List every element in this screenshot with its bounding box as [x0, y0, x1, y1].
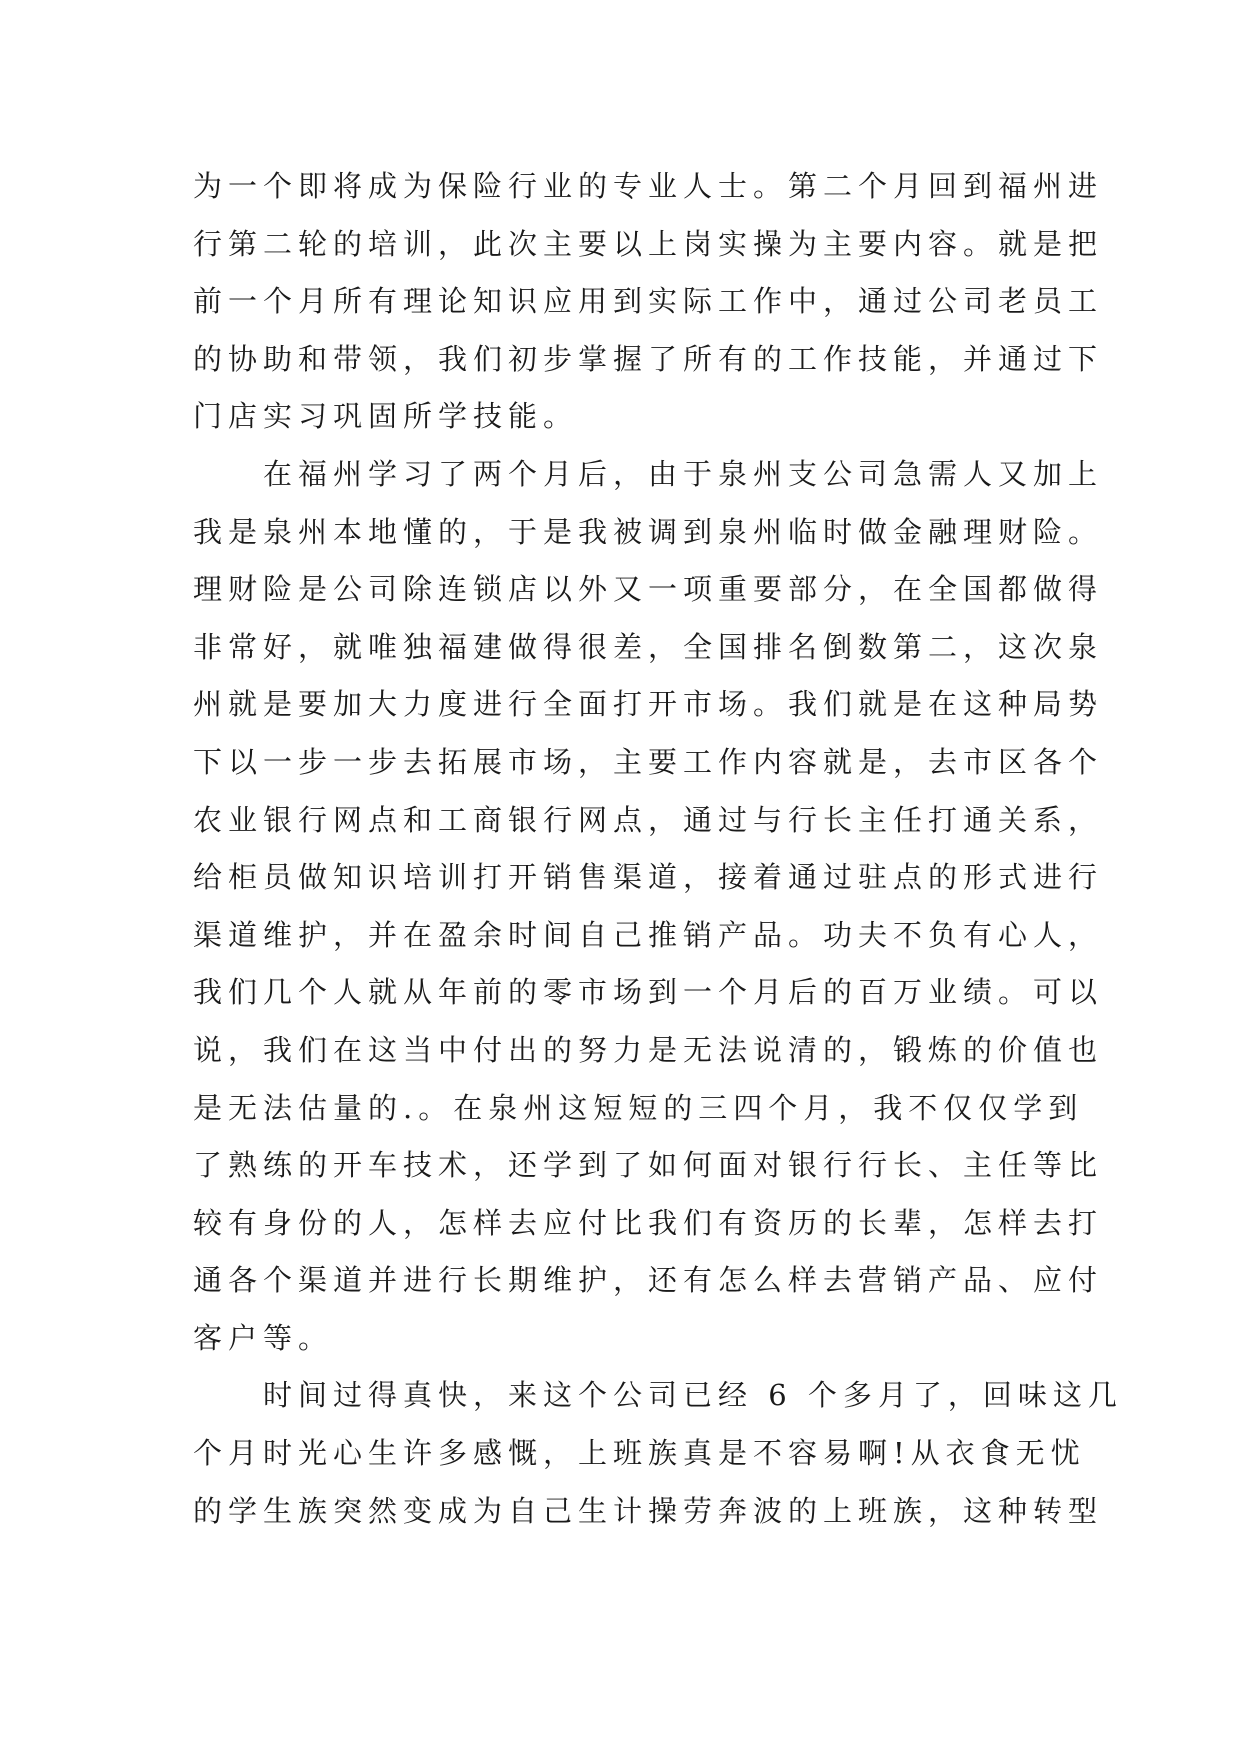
text-line: 我们几个人就从年前的零市场到一个月后的百万业绩。可以	[193, 975, 1104, 1010]
text-line: 了熟练的开车技术，还学到了如何面对银行行长、主任等比	[193, 1148, 1104, 1183]
text-line: 是无法估量的.。在泉州这短短的三四个月，我不仅仅学到	[193, 1090, 1084, 1125]
text-line: 农业银行网点和工商银行网点，通过与行长主任打通关系，	[193, 802, 1104, 837]
text-line: 前一个月所有理论知识应用到实际工作中，通过公司老员工	[193, 284, 1104, 319]
text-line: 在福州学习了两个月后，由于泉州支公司急需人又加上	[263, 456, 1104, 491]
text-line: 说，我们在这当中付出的努力是无法说清的，锻炼的价值也	[193, 1032, 1104, 1067]
text-line: 个月时光心生许多感慨，上班族真是不容易啊!从衣食无忧	[193, 1436, 1086, 1471]
paragraph-2	[193, 446, 1104, 1368]
paragraph-3	[193, 1367, 1123, 1540]
text-line: 较有身份的人，怎样去应付比我们有资历的长辈，怎样去打	[193, 1205, 1104, 1240]
text-line: 州就是要加大力度进行全面打开市场。我们就是在这种局势	[193, 687, 1104, 722]
text-line: 通各个渠道并进行长期维护，还有怎么样去营销产品、应付	[193, 1263, 1104, 1298]
text-line: 的学生族突然变成为自己生计操劳奔波的上班族，这种转型	[193, 1493, 1104, 1528]
text-line: 非常好，就唯独福建做得很差，全国排名倒数第二，这次泉	[193, 629, 1104, 664]
text-line: 的协助和带领，我们初步掌握了所有的工作技能，并通过下	[193, 341, 1104, 376]
text-line: 我是泉州本地懂的，于是我被调到泉州临时做金融理财险。	[193, 514, 1104, 549]
text-line: 理财险是公司除连锁店以外又一项重要部分，在全国都做得	[193, 572, 1104, 607]
document-body	[193, 158, 1123, 1540]
text-line: 给柜员做知识培训打开销售渠道，接着通过驻点的形式进行	[193, 860, 1104, 895]
paragraph-1	[193, 158, 1104, 446]
text-line: 下以一步一步去拓展市场，主要工作内容就是，去市区各个	[193, 744, 1104, 779]
text-line: 客户等。	[193, 1320, 334, 1355]
text-line: 行第二轮的培训，此次主要以上岗实操为主要内容。就是把	[193, 226, 1104, 261]
text-line: 渠道维护，并在盈余时间自己推销产品。功夫不负有心人，	[193, 917, 1104, 952]
text-line: 为一个即将成为保险行业的专业人士。第二个月回到福州进	[193, 169, 1104, 203]
text-line: 门店实习巩固所学技能。	[193, 399, 579, 434]
text-line: 时间过得真快，来这个公司已经 6 个多月了，回味这几	[263, 1378, 1123, 1413]
